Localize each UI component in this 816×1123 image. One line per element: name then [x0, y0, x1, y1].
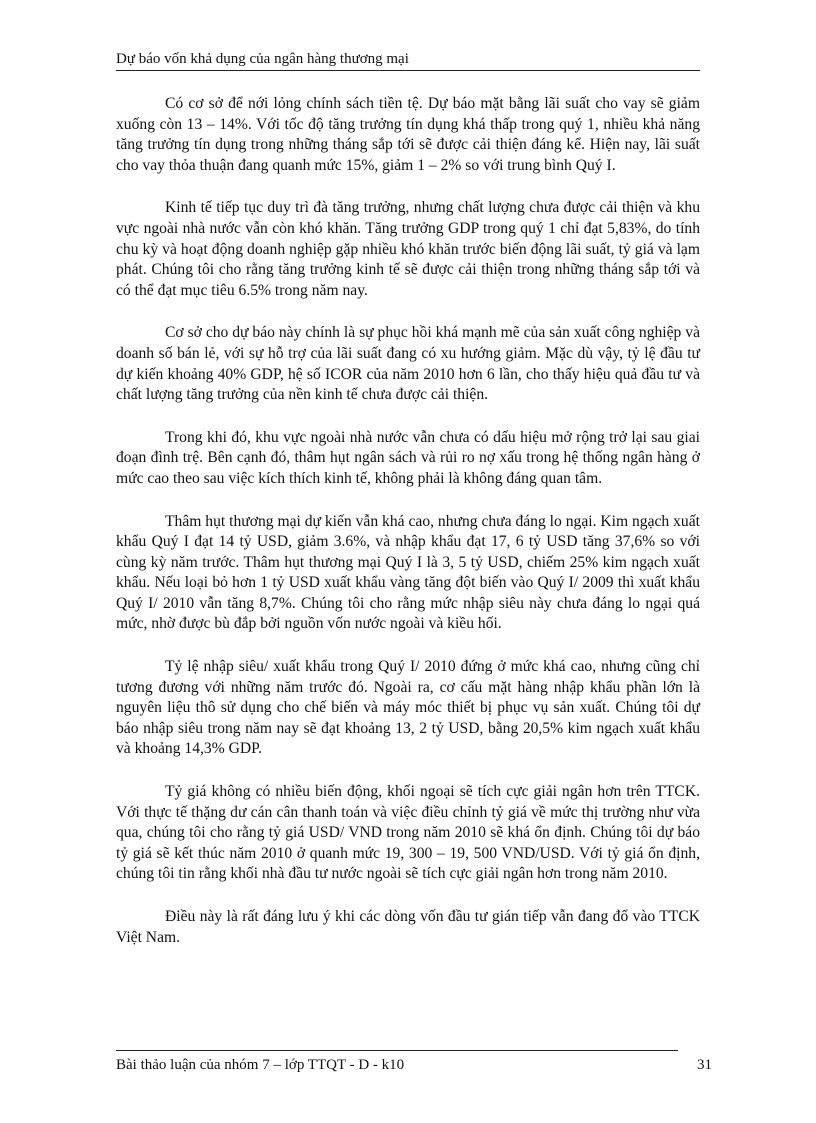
running-header: Dự báo vốn khả dụng của ngân hàng thương mại — [116, 50, 700, 71]
paragraph-import-ratio: Tỷ lệ nhập siêu/ xuất khẩu trong Quý I/ 2010 đứng ở mức khá cao, nhưng cũng chỉ tương đương với những năm trước đó. Ngoài ra, cơ cấu mặt hàng nhập khẩu phần lớn là nguyên liệu thô sử dụng cho chế biến và máy móc thiết bị phục vụ sản xuất. Chúng tôi dự báo nhập siêu trong năm nay sẽ đạt khoảng 13, 2 tỷ USD, bằng 20,5% kim ngạch xuất khẩu và khoảng 14,3% GDP. — [116, 658, 700, 758]
paragraph-non-state-sector: Trong khi đó, khu vực ngoài nhà nước vẫn chưa có dấu hiệu mở rộng trở lại sau giai đoạn đình trệ. Bên cạnh đó, thâm hụt ngân sách và rủi ro nợ xấu trong hệ thống ngân hàng ở mức cao theo sau việc kích thích kinh tế, không phải là không đáng quan tâm. — [116, 428, 700, 487]
footer-divider — [116, 1050, 678, 1051]
paragraph-indirect-investment: Điều này là rất đáng lưu ý khi các dòng vốn đầu tư gián tiếp vẫn đang đổ vào TTCK Việt Nam. — [116, 908, 700, 946]
page-number: 31 — [697, 1057, 712, 1073]
body-text — [116, 94, 700, 970]
paragraph-economic-growth: Kinh tế tiếp tục duy trì đà tăng trưởng, nhưng chất lượng chưa được cải thiện và khu vực ngoài nhà nước vẫn còn khó khăn. Tăng trưởng GDP trong quý 1 chỉ đạt 5,83%, do tính chu kỳ và hoạt động doanh nghiệp gặp nhiều khó khăn trước biến động lãi suất, tỷ giá và lạm phát. Chúng tôi cho rằng tăng trưởng kinh tế sẽ được cải thiện trong những tháng sắp tới và có thể đạt mục tiêu 6.5% trong năm nay. — [116, 199, 700, 299]
paragraph-exchange-rate: Tỷ giá không có nhiều biến động, khối ngoại sẽ tích cực giải ngân hơn trên TTCK. Với thực tế thặng dư cán cân thanh toán và việc điều chỉnh tỷ giá về mức thị trường như vừa qua, chúng tôi cho rằng tỷ giá USD/ VND trong năm 2010 sẽ khá ổn định. Chúng tôi dự báo tỷ giá sẽ kết thúc năm 2010 ở quanh mức 19, 300 – 19, 500 VND/USD. Với tỷ giá ổn định, chúng tôi tin rằng khối nhà đầu tư nước ngoài sẽ tích cực giải ngân hơn trong năm 2010. — [116, 783, 700, 883]
running-footer: Bài thảo luận của nhóm 7 – lớp TTQT - D - k10 — [116, 1057, 405, 1073]
paragraph-forecast-basis: Cơ sở cho dự báo này chính là sự phục hồi khá mạnh mẽ của sản xuất công nghiệp và doanh số bán lẻ, với sự hỗ trợ của lãi suất đang có xu hướng giảm. Mặc dù vậy, tỷ lệ đầu tư dự kiến khoảng 40% GDP, hệ số ICOR của năm 2010 hơn 6 lần, cho thấy hiệu quả đầu tư và chất lượng tăng trưởng của nền kinh tế chưa được cải thiện. — [116, 324, 700, 404]
paragraph-trade-deficit: Thâm hụt thương mại dự kiến vẫn khá cao, nhưng chưa đáng lo ngại. Kim ngạch xuất khẩu Quý I đạt 14 tỷ USD, giảm 3.6%, và nhập khẩu đạt 17, 6 tỷ USD tăng 37,6% so với cùng kỳ năm trước. Thâm hụt thương mại Quý I là 3, 5 tỷ USD, chiếm 25% kim ngạch xuất khẩu. Nếu loại bỏ hơn 1 tỷ USD xuất khẩu vàng tăng đột biến vào Quý I/ 2009 thì xuất khẩu Quý I/ 2010 vẫn tăng 8,7%. Chúng tôi cho rằng mức nhập siêu này chưa đáng lo ngại quá mức, nhờ được bù đắp bởi nguồn vốn nước ngoài và kiều hối. — [116, 512, 700, 633]
paragraph-monetary-policy: Có cơ sở để nới lỏng chính sách tiền tệ. Dự báo mặt bằng lãi suất cho vay sẽ giảm xuống còn 13 – 14%. Với tốc độ tăng trưởng tín dụng khá thấp trong quý 1, nhiều khả năng tăng trưởng tín dụng trong những tháng sắp tới sẽ được cải thiện đáng kể. Hiện nay, lãi suất cho vay thỏa thuận đang quanh mức 15%, giảm 1 – 2% so với trung bình Quý I. — [116, 95, 700, 174]
